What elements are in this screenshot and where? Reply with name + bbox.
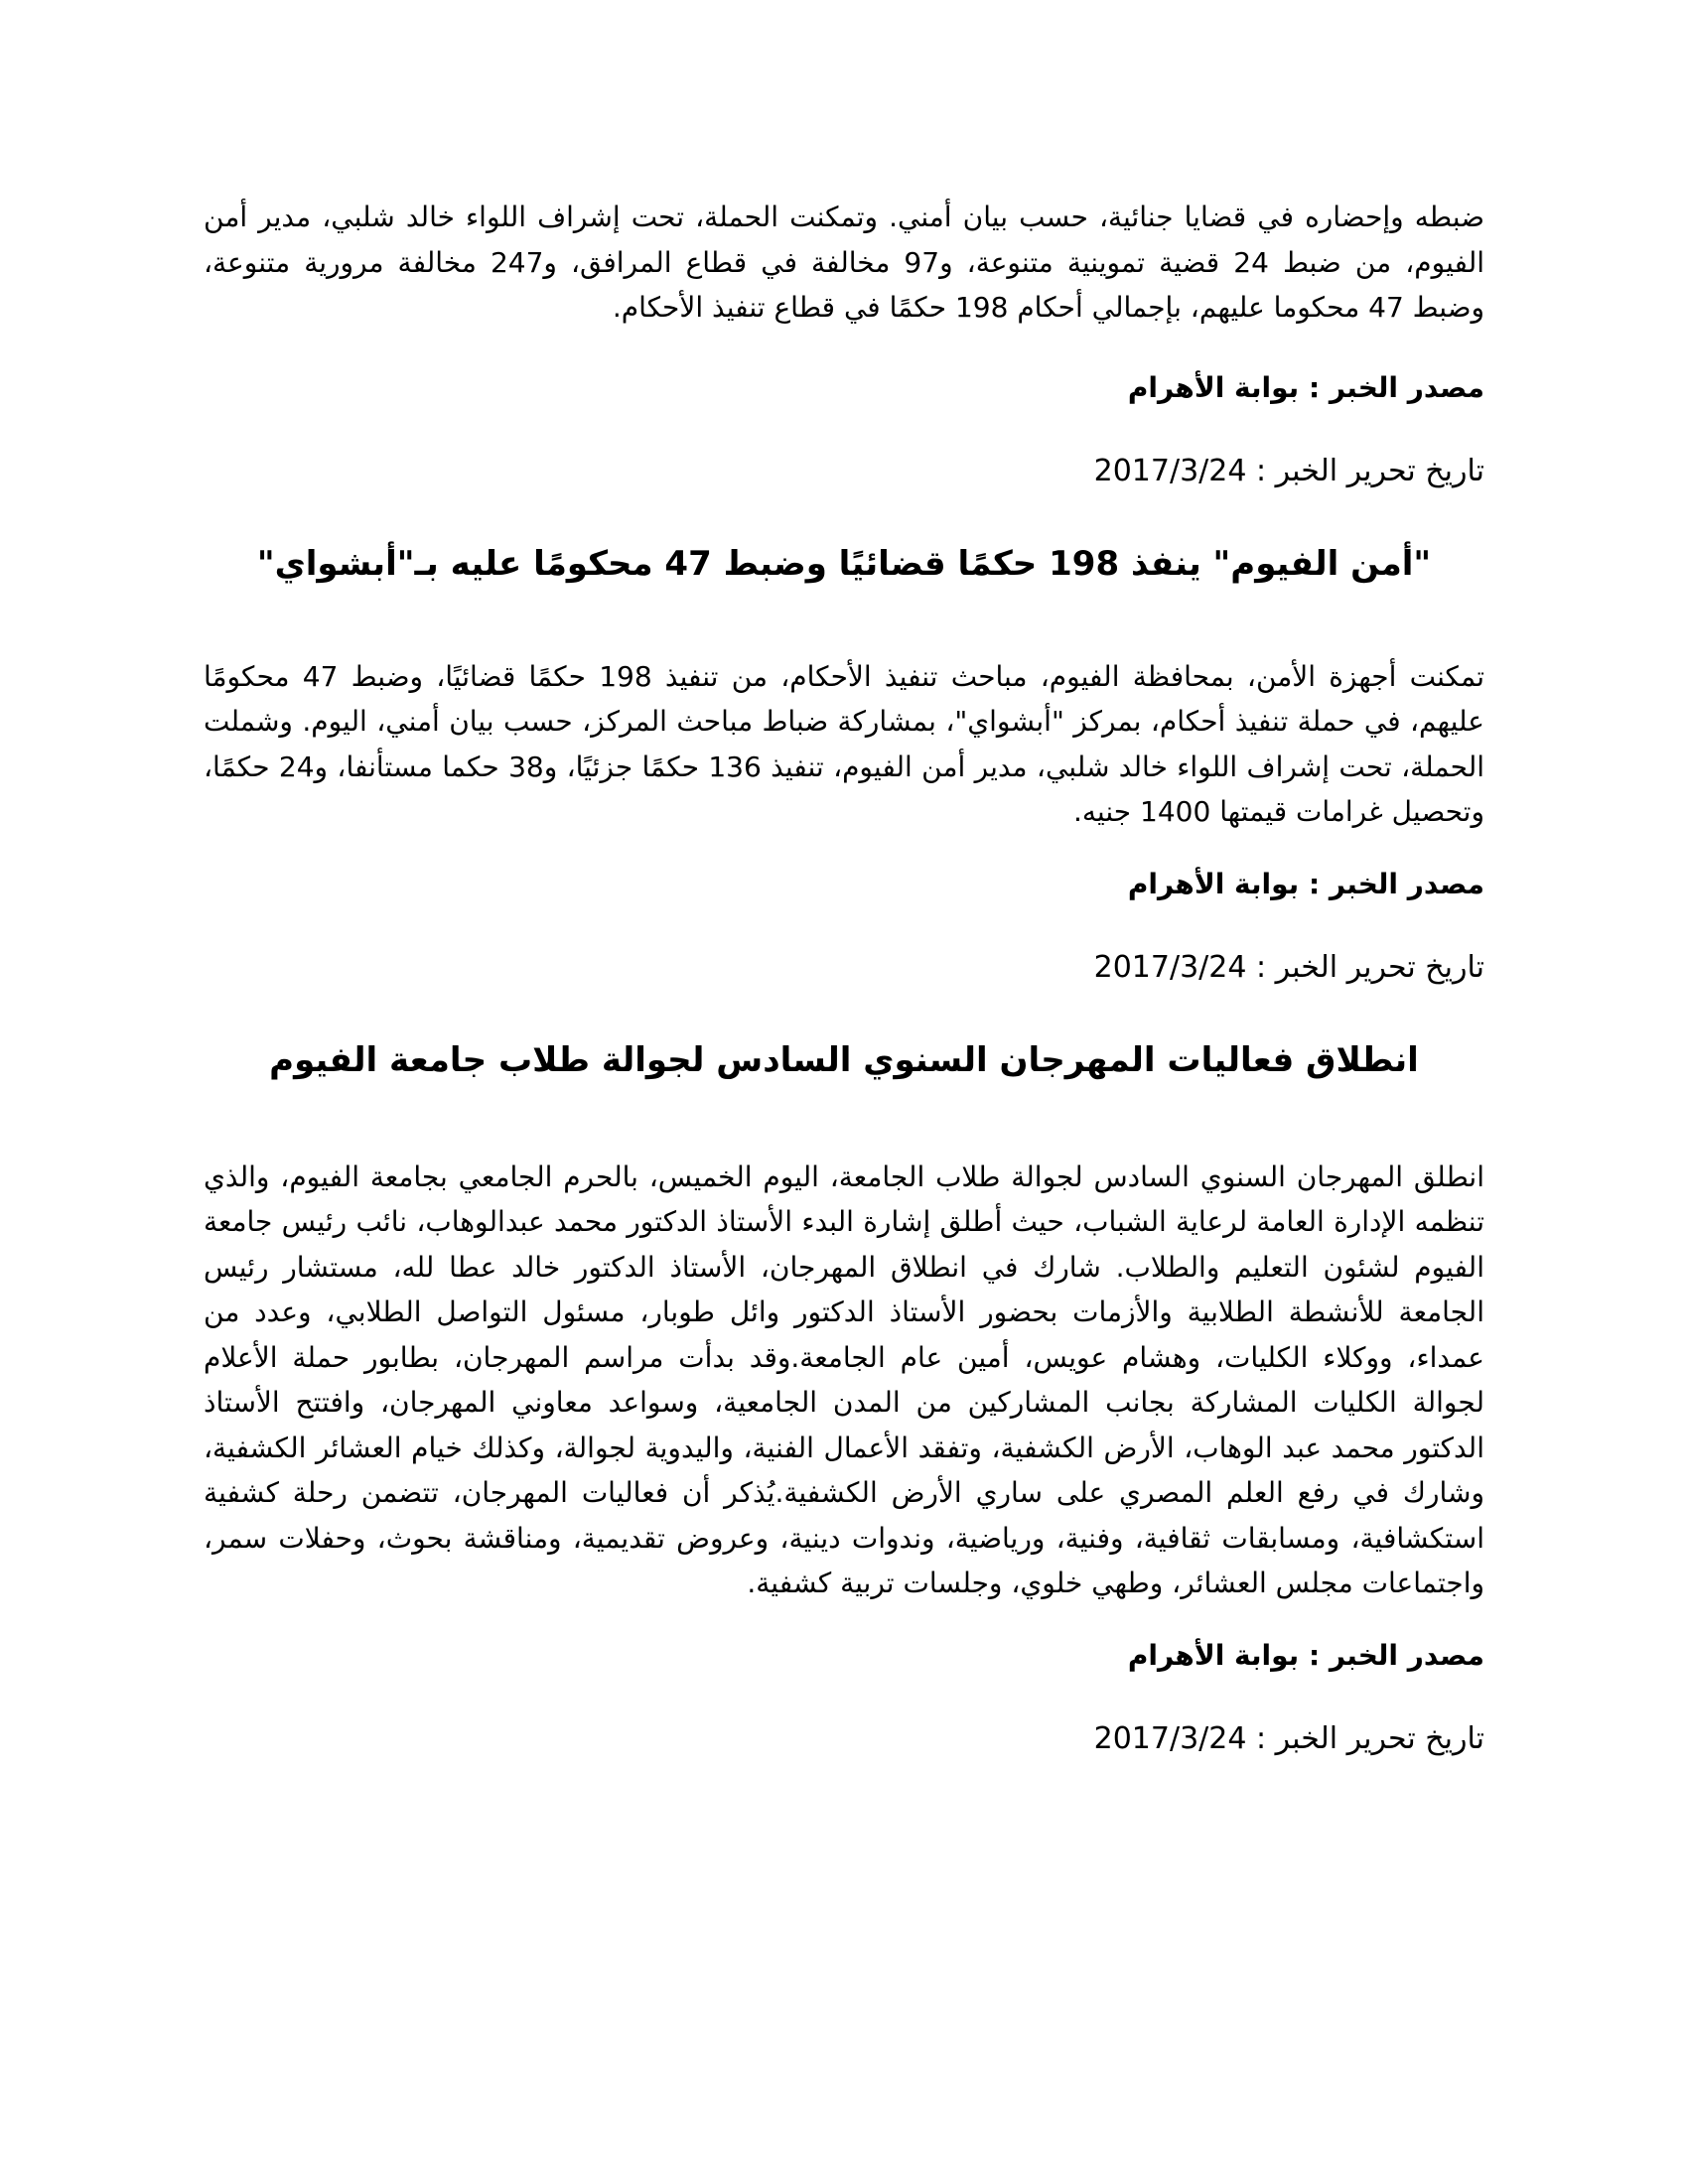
article-2-source: مصدر الخبر : بوابة الأهرام <box>1127 1638 1484 1672</box>
article-1 <box>204 539 1484 988</box>
intro-date: تاريخ تحرير الخبر : 2017/3/24 <box>1093 453 1484 488</box>
article-2-date: تاريخ تحرير الخبر : 2017/3/24 <box>1093 1720 1484 1756</box>
article-1-paragraph: تمكنت أجهزة الأمن، بمحافظة الفيوم، مباحث تنفيذ الأحكام، من تنفيذ 198 حكمًا قضائيًا، وضبط 47 محكومًا عليهم، في حملة تنفيذ أحكام، بمركز "أبشواي"، بمشاركة ضباط مباحث المركز، حسب بيان أمني، اليوم. وشملت الحملة، تحت إشراف اللواء خالد شلبي، مدير أمن الفيوم، تنفيذ 136 حكمًا جزئيًا، و38 حكما مستأنفا، و24 حكمًا، وتحصيل غرامات قيمتها 1400 جنيه. <box>204 659 1485 828</box>
intro-paragraph: ضبطه وإحضاره في قضايا جنائية، حسب بيان أمني. وتمكنت الحملة، تحت إشراف اللواء خالد شلبي، مدير أمن الفيوم، من ضبط 24 قضية تموينية متنوعة، و97 مخالفة في قطاع المرافق، و247 مخالفة مرورية متنوعة، وضبط 47 محكوما عليهم، بإجمالي أحكام 198 حكمًا في قطاع تنفيذ الأحكام. <box>204 201 1484 324</box>
document-content <box>204 195 1484 1759</box>
article-1-date: تاريخ تحرير الخبر : 2017/3/24 <box>1093 949 1484 985</box>
article-2-paragraph: انطلق المهرجان السنوي السادس لجوالة طلاب الجامعة، اليوم الخميس، بالحرم الجامعي بجامعة الفيوم، والذي تنظمه الإدارة العامة لرعاية الشباب، حيث أطلق إشارة البدء الأستاذ الدكتور محمد عبدالوهاب، نائب رئيس جامعة الفيوم لشئون التعليم والطلاب. شارك في انطلاق المهرجان، الأستاذ الدكتور خالد عطا لله، مستشار رئيس الجامعة للأنشطة الطلابية والأزمات بحضور الأستاذ الدكتور وائل طوبار، مسئول التواصل الطلابي، وعدد من عمداء، ووكلاء الكليات، وهشام عويس، أمين عام الجامعة.وقد بدأت مراسم المهرجان، بطابور حملة الأعلام لجوالة الكليات المشاركة بجانب المشاركين من المدن الجامعية، وسواعد معاوني المهرجان، وافتتح الأستاذ الدكتور محمد عبد الوهاب، الأرض الكشفية، وتفقد الأعمال الفنية، واليدوية لجوالة، وكذلك خيام العشائر الكشفية، وشارك في رفع العلم المصري على ساري الأرض الكشفية.يُذكر أن فعاليات المهرجان، تتضمن رحلة كشفية استكشافية، ومسابقات ثقافية، وفنية، ورياضية، وندوات دينية، وعروض تقديمية، ومناقشة بحوث، وحفلات سمر، واجتماعات مجلس العشائر، وطهي خلوي، وجلسات تربية كشفية. <box>204 1160 1484 1599</box>
article-1-headline: "أمن الفيوم" ينفذ 198 حكمًا قضائيًا وضبط 47 محكومًا عليه بـ"أبشواي" <box>256 543 1432 584</box>
intro-source: مصدر الخبر : بوابة الأهرام <box>1127 370 1484 404</box>
article-1-source: مصدر الخبر : بوابة الأهرام <box>1127 867 1484 900</box>
article-2-headline: انطلاق فعاليات المهرجان السنوي السادس لجوالة طلاب جامعة الفيوم <box>269 1039 1419 1080</box>
article-2 <box>204 1035 1484 1759</box>
